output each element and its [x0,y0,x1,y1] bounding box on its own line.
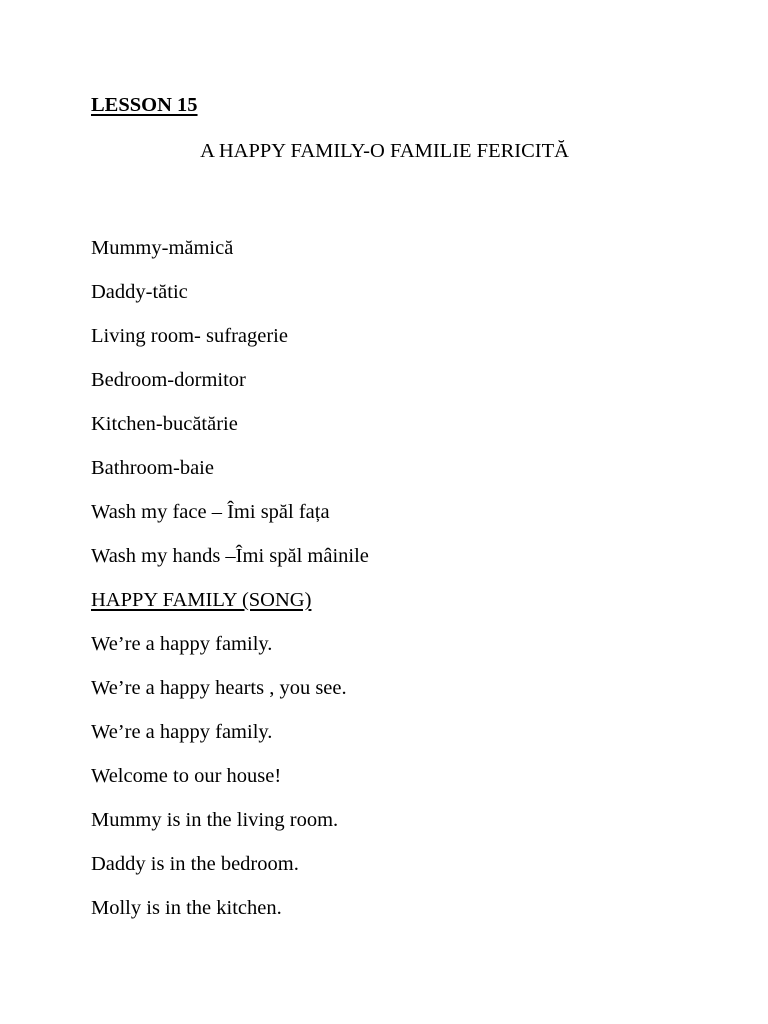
vocabulary-item: Living room- sufragerie [91,325,288,347]
song-line: We’re a happy family. [91,633,273,655]
song-line: We’re a happy family. [91,721,273,743]
document-title-row [0,140,768,163]
vocabulary-item: Wash my hands –Îmi spăl mâinile [91,545,369,567]
vocabulary-item: Wash my face – Îmi spăl fața [91,501,330,523]
lesson-title: LESSON 15 [91,94,198,116]
song-line: Welcome to our house! [91,765,282,787]
song-line: Daddy is in the bedroom. [91,853,299,875]
vocabulary-item: Daddy-tătic [91,281,188,303]
vocabulary-item: Bedroom-dormitor [91,369,246,391]
song-line: Molly is in the kitchen. [91,897,282,919]
vocabulary-item: Mummy-mămică [91,237,234,259]
vocabulary-item: Bathroom-baie [91,457,214,479]
lesson-body [91,226,731,930]
song-line: Mummy is in the living room. [91,809,339,831]
vocabulary-item: Kitchen-bucătărie [91,413,238,435]
song-heading: HAPPY FAMILY (SONG) [91,589,312,611]
song-line: We’re a happy hearts , you see. [91,677,347,699]
document-title: A HAPPY FAMILY-O FAMILIE FERICITĂ [200,140,569,162]
